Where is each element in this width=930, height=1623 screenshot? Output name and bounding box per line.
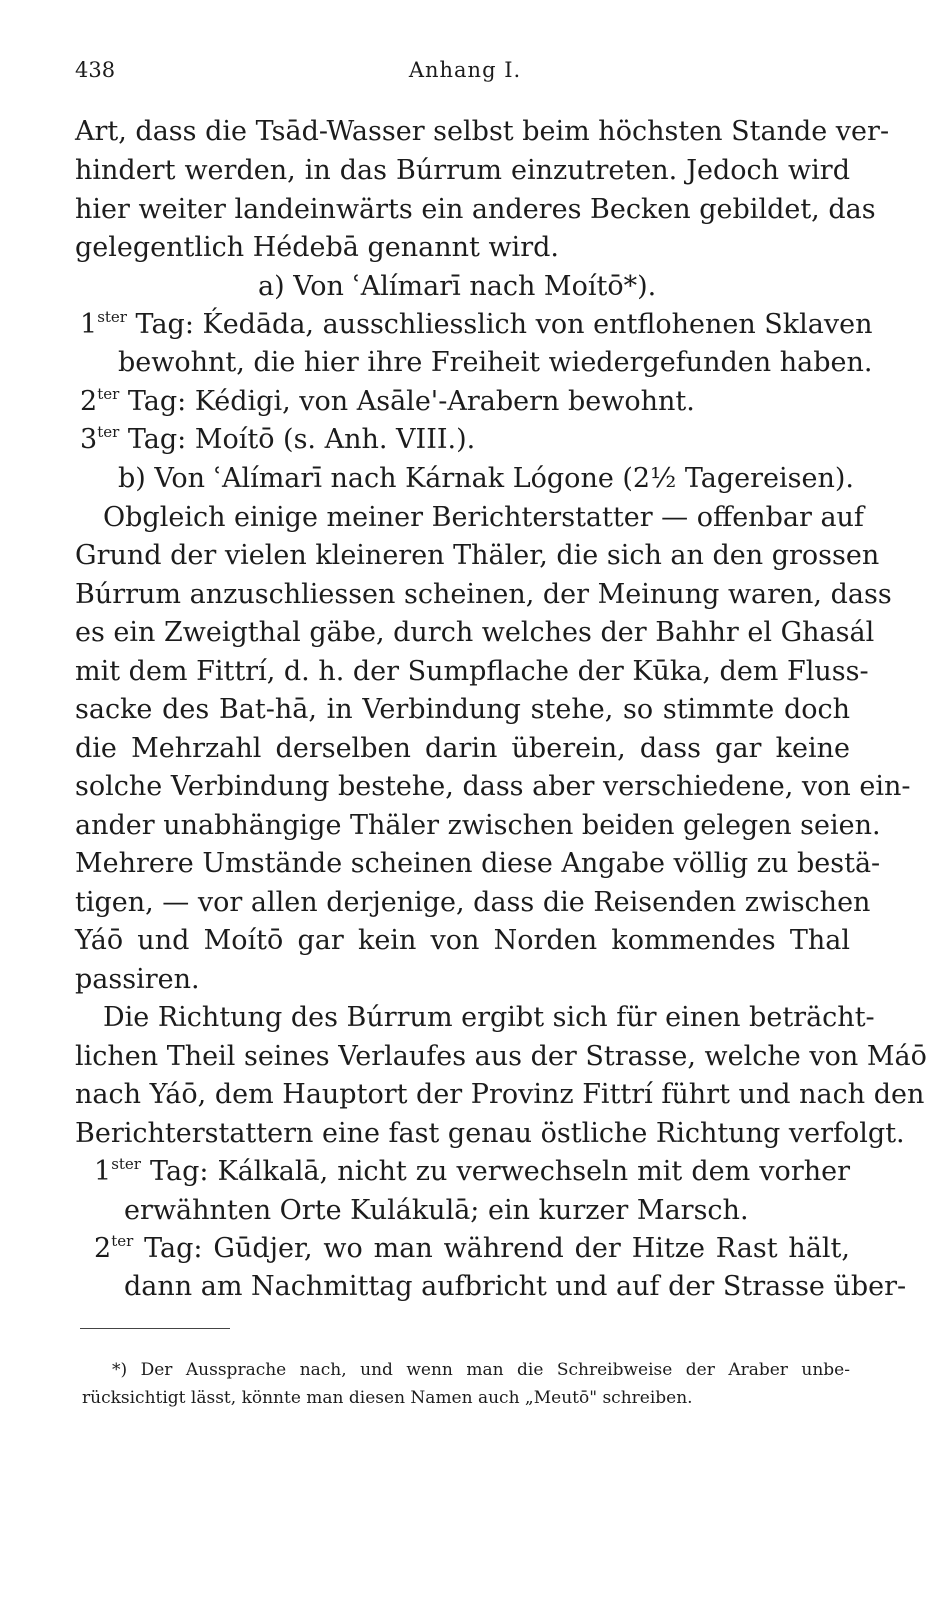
page-number: 438: [75, 58, 116, 82]
text-line: lichen Theil seines Verlaufes aus der Strasse, welche von Máō: [75, 1041, 927, 1072]
text-line: Berichterstattern eine fast genau östliche Richtung verfolgt.: [75, 1118, 905, 1149]
section-heading-a: a) Von ʿAlímarī nach Moítō*).: [258, 271, 657, 302]
text-line: es ein Zweigthal gäbe, durch welches der Bahhr el Ghasál: [75, 617, 875, 648]
text-line: Obgleich einige meiner Berichterstatter — offenbar auf: [103, 502, 864, 533]
running-head: Anhang I.: [408, 58, 522, 82]
text-line: tigen, — vor allen derjenige, dass die Reisenden zwischen: [75, 887, 871, 918]
text-line: hindert werden, in das Búrrum einzutreten. Jedoch wird: [75, 155, 850, 186]
text-line: Yáō und Moítō gar kein von Norden kommendes Thal: [75, 925, 850, 956]
page-header: [75, 58, 855, 90]
footnote-line: *) Der Aussprache nach, und wenn man die Schreibweise der Araber unbe-: [112, 1360, 850, 1380]
day-entry: $2^{ter}$ Tag: Gūdjer, wo man während der Hitze Rast hält,: [94, 1232, 850, 1264]
text-line: Búrrum anzuschliessen scheinen, der Meinung waren, dass: [75, 579, 892, 610]
text-line: dann am Nachmittag aufbricht und auf der Strasse über-: [124, 1271, 907, 1302]
day-entry: $3^{ter}$ Tag: Moítō (s. Anh. VIII.).: [80, 423, 476, 455]
text-line: solche Verbindung bestehe, dass aber verschiedene, von ein-: [75, 771, 911, 802]
text-line: erwähnten Orte Kulákulā; ein kurzer Marsch.: [124, 1195, 749, 1226]
text-line: nach Yáō, dem Hauptort der Provinz Fittrí führt und nach den: [75, 1079, 925, 1110]
text-line: Die Richtung des Búrrum ergibt sich für einen beträcht-: [103, 1002, 875, 1033]
text-line: gelegentlich Hédebā genannt wird.: [75, 232, 559, 263]
text-line: die Mehrzahl derselben darin überein, dass gar keine: [75, 733, 850, 764]
text-line: passiren.: [75, 964, 200, 995]
text-line: Art, dass die Tsād-Wasser selbst beim höchsten Stande ver-: [75, 116, 890, 147]
section-heading-b: b) Von ʿAlímarī nach Kárnak Lógone (2½ Tagereisen).: [118, 463, 854, 494]
text-line: Grund der vielen kleineren Thäler, die sich an den grossen: [75, 540, 880, 571]
text-line: hier weiter landeinwärts ein anderes Becken gebildet, das: [75, 194, 876, 225]
footnote-line: rücksichtigt lässt, könnte man diesen Namen auch „Meutō" schreiben.: [82, 1388, 693, 1408]
day-entry: $1^{ster}$ Tag: Ḱedāda, ausschliesslich von entflohenen Sklaven: [80, 308, 873, 340]
text-line: sacke des Bat-hā, in Verbindung stehe, so stimmte doch: [75, 694, 850, 725]
text-line: bewohnt, die hier ihre Freiheit wiedergefunden haben.: [118, 347, 873, 378]
text-line: ander unabhängige Thäler zwischen beiden gelegen seien.: [75, 810, 881, 841]
text-line: mit dem Fittrí, d. h. der Sumpflache der Kūka, dem Fluss-: [75, 656, 869, 687]
footnote-rule: [80, 1328, 230, 1329]
day-entry: $1^{ster}$ Tag: Kálkalā, nicht zu verwechseln mit dem vorher: [94, 1155, 850, 1187]
text-line: Mehrere Umstände scheinen diese Angabe völlig zu bestä-: [75, 848, 881, 879]
day-entry: $2^{ter}$ Tag: Kédigi, von Asāle'-Arabern bewohnt.: [80, 385, 695, 417]
